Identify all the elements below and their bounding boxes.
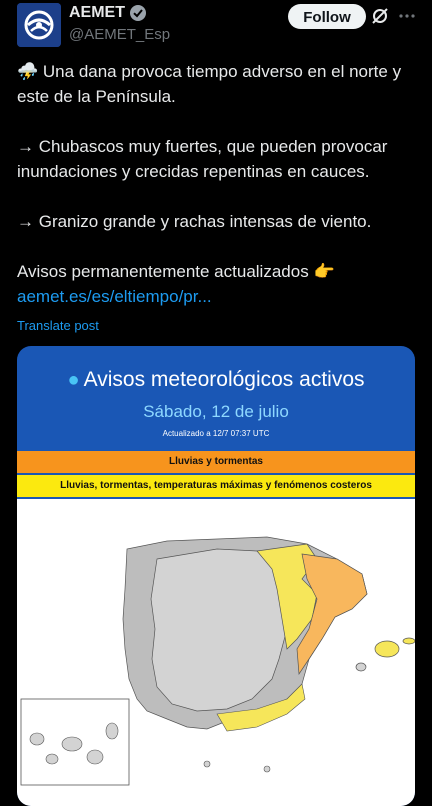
- spain-map-illustration: [17, 499, 415, 789]
- tweet-line-4: Avisos permanentemente actualizados 👉: [17, 262, 335, 281]
- tweet-line-1: ⛈️ Una dana provoca tiempo adverso en el norte y este de la Península.: [17, 62, 402, 106]
- aemet-logo-icon: [17, 3, 61, 47]
- grok-icon[interactable]: [370, 6, 390, 26]
- tweet-text: [17, 59, 419, 309]
- verified-badge-icon: [129, 4, 147, 22]
- warnings-map: [17, 499, 415, 806]
- translate-post-link[interactable]: Translate post: [17, 318, 99, 333]
- card-date: Sábado, 12 de julio: [143, 402, 289, 421]
- account-name[interactable]: AEMET: [69, 4, 125, 21]
- tweet-header: [17, 0, 432, 50]
- follow-button[interactable]: Follow: [288, 4, 366, 29]
- balearic-mallorca: [375, 641, 399, 657]
- tweet-line-2: → Chubascos muy fuertes, que pueden provocar inundaciones y crecidas repentinas en cauces.: [17, 137, 388, 181]
- yellow-warning-bar: Lluvias, tormentas, temperaturas máximas y fenómenos costeros: [17, 475, 415, 497]
- bullet-dot-icon: ●: [67, 369, 80, 391]
- account-handle[interactable]: @AEMET_Esp: [69, 26, 171, 43]
- tweet-link[interactable]: aemet.es/es/eltiempo/pr...: [17, 287, 212, 306]
- pointing-right-emoji: 👉: [313, 262, 335, 281]
- more-icon[interactable]: [397, 6, 417, 26]
- cloud-lightning-rain-emoji: ⛈️: [17, 62, 39, 81]
- balearic-ibiza: [356, 663, 366, 671]
- avatar[interactable]: [17, 3, 61, 47]
- card-updated: Actualizado a 12/7 07:37 UTC: [162, 429, 270, 438]
- warnings-image-card[interactable]: [17, 346, 415, 806]
- tweet-line-3: → Granizo grande y rachas intensas de viento.: [17, 212, 372, 231]
- orange-warning-bar: Lluvias y tormentas: [17, 451, 415, 473]
- card-title: ● Avisos meteorológicos activos: [67, 368, 365, 391]
- balearic-menorca: [403, 638, 415, 644]
